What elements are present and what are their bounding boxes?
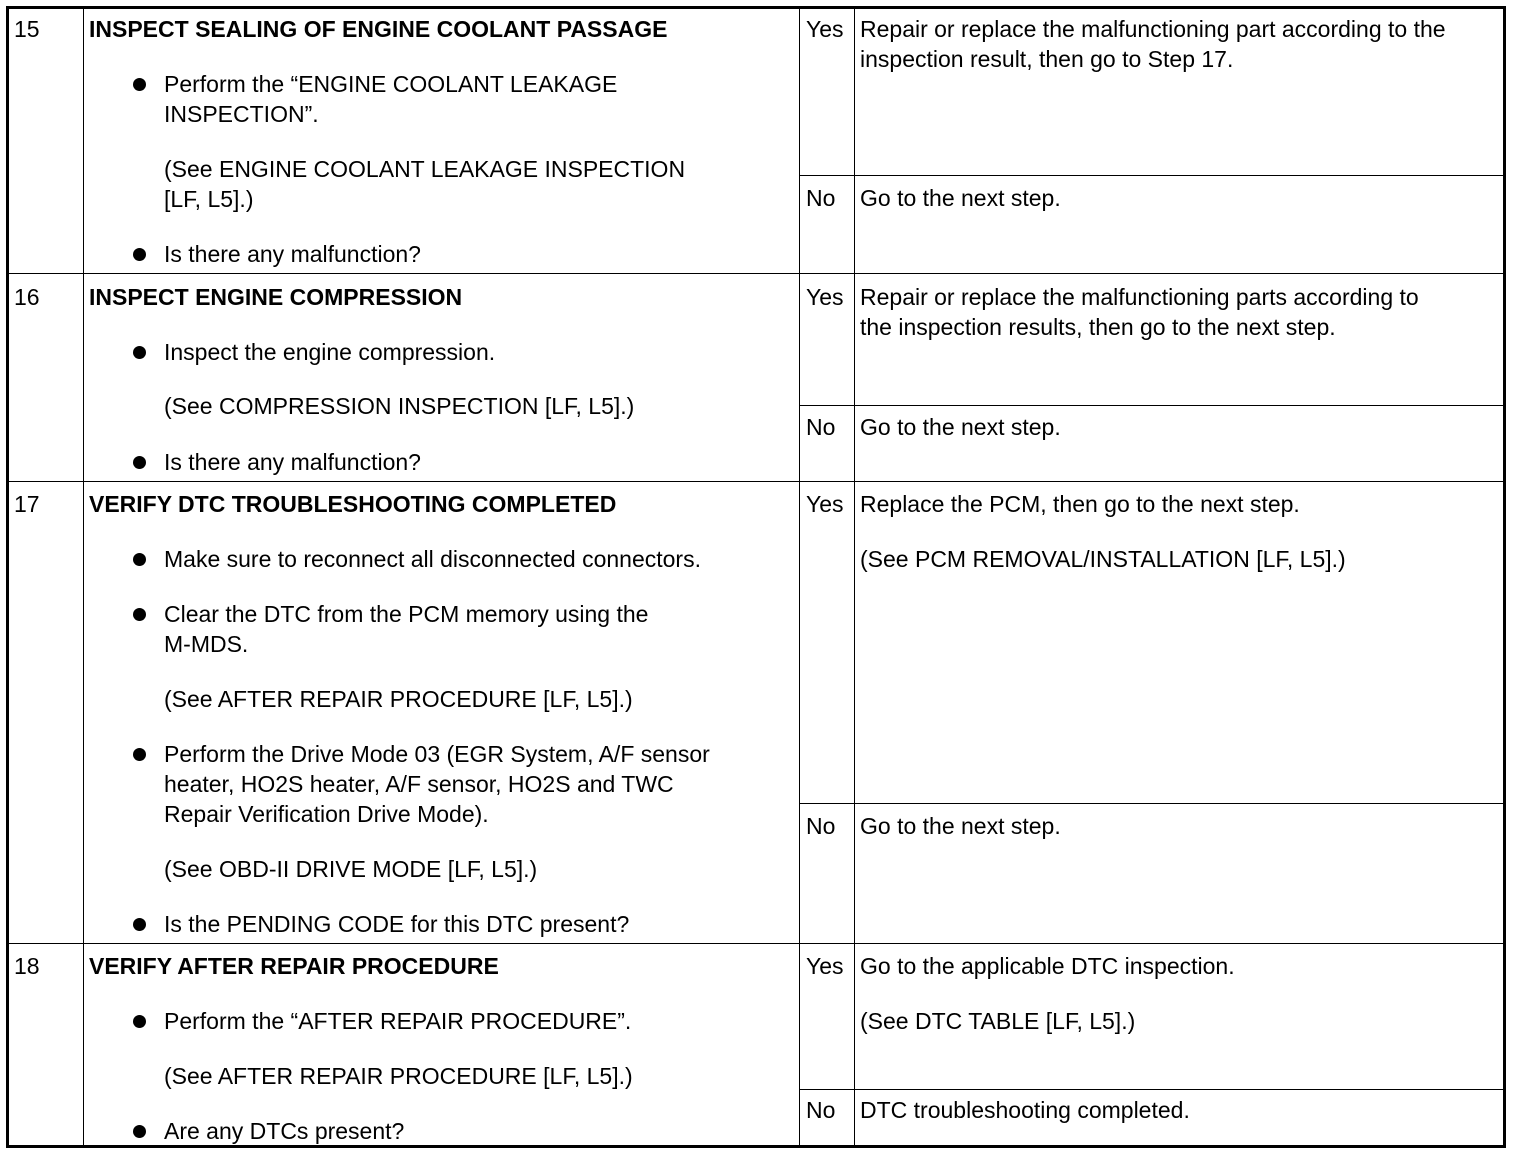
yes-action-cont: the inspection results, then go to the next step. <box>860 314 1336 340</box>
no-label: No <box>806 414 836 440</box>
bullet-icon <box>133 248 146 261</box>
step-reference: (See COMPRESSION INSPECTION [LF, L5].) <box>164 393 635 419</box>
row-divider <box>9 481 1503 482</box>
bullet-icon <box>133 456 146 469</box>
no-action: DTC troubleshooting completed. <box>860 1097 1190 1123</box>
yes-no-divider <box>799 175 1503 176</box>
yes-action: Go to the applicable DTC inspection. <box>860 953 1235 979</box>
step-reference: (See OBD-II DRIVE MODE [LF, L5].) <box>164 856 538 882</box>
column-divider <box>799 9 800 1145</box>
step-instruction: Make sure to reconnect all disconnected connectors. <box>164 546 701 572</box>
yes-action: Repair or replace the malfunctioning part according to the <box>860 16 1446 42</box>
no-label: No <box>806 813 836 839</box>
column-divider <box>83 9 84 1145</box>
yes-label: Yes <box>806 953 844 979</box>
step-question: Is there any malfunction? <box>164 241 421 267</box>
column-divider <box>854 9 855 1145</box>
step-instruction-cont: INSPECTION”. <box>164 101 319 127</box>
bullet-icon <box>133 1015 146 1028</box>
yes-no-divider <box>799 1089 1503 1090</box>
step-reference-cont: [LF, L5].) <box>164 186 254 212</box>
step-title: INSPECT ENGINE COMPRESSION <box>89 284 463 310</box>
yes-action-cont: inspection result, then go to Step 17. <box>860 46 1234 72</box>
step-reference: (See ENGINE COOLANT LEAKAGE INSPECTION <box>164 156 686 182</box>
yes-action: Repair or replace the malfunctioning parts according to <box>860 284 1419 310</box>
bullet-icon <box>133 553 146 566</box>
step-instruction: Inspect the engine compression. <box>164 339 496 365</box>
step-instruction: Perform the Drive Mode 03 (EGR System, A/F sensor <box>164 741 710 767</box>
step-instruction: Perform the “AFTER REPAIR PROCEDURE”. <box>164 1008 632 1034</box>
step-question: Is the PENDING CODE for this DTC present? <box>164 911 630 937</box>
yes-no-divider <box>799 405 1503 406</box>
step-instruction: Perform the “ENGINE COOLANT LEAKAGE <box>164 71 618 97</box>
yes-action: Replace the PCM, then go to the next step. <box>860 491 1300 517</box>
bullet-icon <box>133 1125 146 1138</box>
yes-no-divider <box>799 803 1503 804</box>
step-title: VERIFY DTC TROUBLESHOOTING COMPLETED <box>89 491 617 517</box>
step-number: 15 <box>14 16 40 42</box>
no-action: Go to the next step. <box>860 813 1061 839</box>
step-reference: (See AFTER REPAIR PROCEDURE [LF, L5].) <box>164 686 633 712</box>
step-question: Are any DTCs present? <box>164 1118 405 1144</box>
no-action: Go to the next step. <box>860 414 1061 440</box>
step-reference: (See AFTER REPAIR PROCEDURE [LF, L5].) <box>164 1063 633 1089</box>
bullet-icon <box>133 748 146 761</box>
bullet-icon <box>133 608 146 621</box>
yes-reference: (See PCM REMOVAL/INSTALLATION [LF, L5].) <box>860 546 1346 572</box>
yes-reference: (See DTC TABLE [LF, L5].) <box>860 1008 1136 1034</box>
step-instruction: Clear the DTC from the PCM memory using the <box>164 601 649 627</box>
step-instruction-cont: M-MDS. <box>164 631 249 657</box>
step-number: 16 <box>14 284 40 310</box>
step-instruction-cont: heater, HO2S heater, A/F sensor, HO2S and TWC <box>164 771 674 797</box>
row-divider <box>9 273 1503 274</box>
step-title: VERIFY AFTER REPAIR PROCEDURE <box>89 953 499 979</box>
no-action: Go to the next step. <box>860 185 1061 211</box>
step-question: Is there any malfunction? <box>164 449 421 475</box>
step-title: INSPECT SEALING OF ENGINE COOLANT PASSAGE <box>89 16 668 42</box>
bullet-icon <box>133 918 146 931</box>
no-label: No <box>806 1097 836 1123</box>
step-number: 18 <box>14 953 40 979</box>
step-number: 17 <box>14 491 40 517</box>
yes-label: Yes <box>806 16 844 42</box>
yes-label: Yes <box>806 284 844 310</box>
row-divider <box>9 943 1503 944</box>
bullet-icon <box>133 346 146 359</box>
yes-label: Yes <box>806 491 844 517</box>
no-label: No <box>806 185 836 211</box>
step-instruction-cont: Repair Verification Drive Mode). <box>164 801 489 827</box>
bullet-icon <box>133 78 146 91</box>
